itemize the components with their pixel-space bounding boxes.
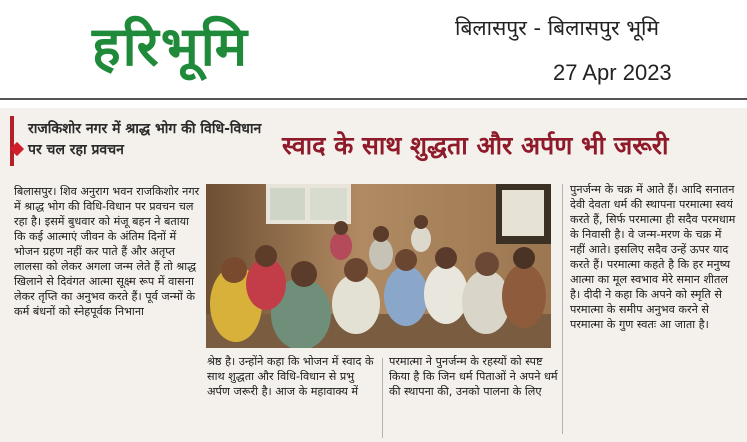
column-text: परमात्मा ने पुनर्जन्म के रहस्यों को स्पष्ट किया है कि जिन धर्म पिताओं ने अपने धर्म की स्थापना की, उनको पालना के लिए [389, 355, 558, 398]
header-divider [0, 98, 747, 100]
newspaper-header [0, 0, 747, 96]
column-divider [382, 358, 383, 438]
news-clipping [0, 108, 747, 442]
article-headline: स्वाद के साथ शुद्धता और अर्पण भी जरूरी [282, 131, 669, 160]
column-text: श्रेष्ठ है। उन्होंने कहा कि भोजन में स्वाद के साथ शुद्धता और विधि-विधान से प्रभु अर्पण जरूरी है। आज के महावाक्य में [207, 355, 374, 398]
article-column-4 [570, 182, 740, 332]
article-column-2 [207, 354, 377, 399]
column-text: पुनर्जन्म के चक्र में आते हैं। आदि सनातन देवी देवता धर्म की स्थापना परमात्मा स्वयं करते हैं, सिर्फ परमात्मा ही सदैव परमधाम के निवासी है। वे जन्म-मरण के चक्र में नहीं आते। इसलिए सदैव उन्हें ऊपर याद करते हैं। परमात्मा कहते है कि हर मनुष्य आत्मा का मूल स्वभाव मेरे समान शीतल है। दीदी ने कहा कि अपने को स्मृति से परमात्मा के समीप अनुभव करने से परमात्मा के गुण स्वतः आ जाता है। [570, 183, 736, 331]
article-column-3 [389, 354, 559, 399]
publication-date: 27 Apr 2023 [553, 60, 672, 85]
edition-label: बिलासपुर - बिलासपुर भूमि [455, 16, 660, 40]
column-text: बिलासपुर। शिव अनुराग भवन राजकिशोर नगर में श्राद्ध भोग की विधि-विधान पर प्रवचन चल रहा है। इसमें बुधवार को मंजू बहन ने बताया कि कई आत्माएं जीवन के अंतिम दिनों में भोजन ग्रहण नहीं कर पाते हैं और अतृप्त लालसा को लेकर अगला जन्म लेते हैं तो श्राद्ध खिलाने से दिवंगत आत्मा सूक्ष्म रूप में वासना लेकर तृप्ति का अनुभव करते हैं। पूर्व जन्मों के कर्म बंधनों को स्नेहपूर्वक निभाना [14, 185, 200, 318]
article-column-1 [14, 184, 202, 319]
diamond-bullet-icon [10, 142, 24, 156]
article-photo [206, 184, 551, 348]
audience-photo-illustration [206, 184, 551, 348]
column-divider [562, 184, 563, 434]
newspaper-logo: हरिभूमि [92, 15, 249, 78]
kicker-text: राजकिशोर नगर में श्राद्ध भोग की विधि-विधान पर चल रहा प्रवचन [28, 121, 262, 158]
kicker-box [10, 116, 264, 166]
